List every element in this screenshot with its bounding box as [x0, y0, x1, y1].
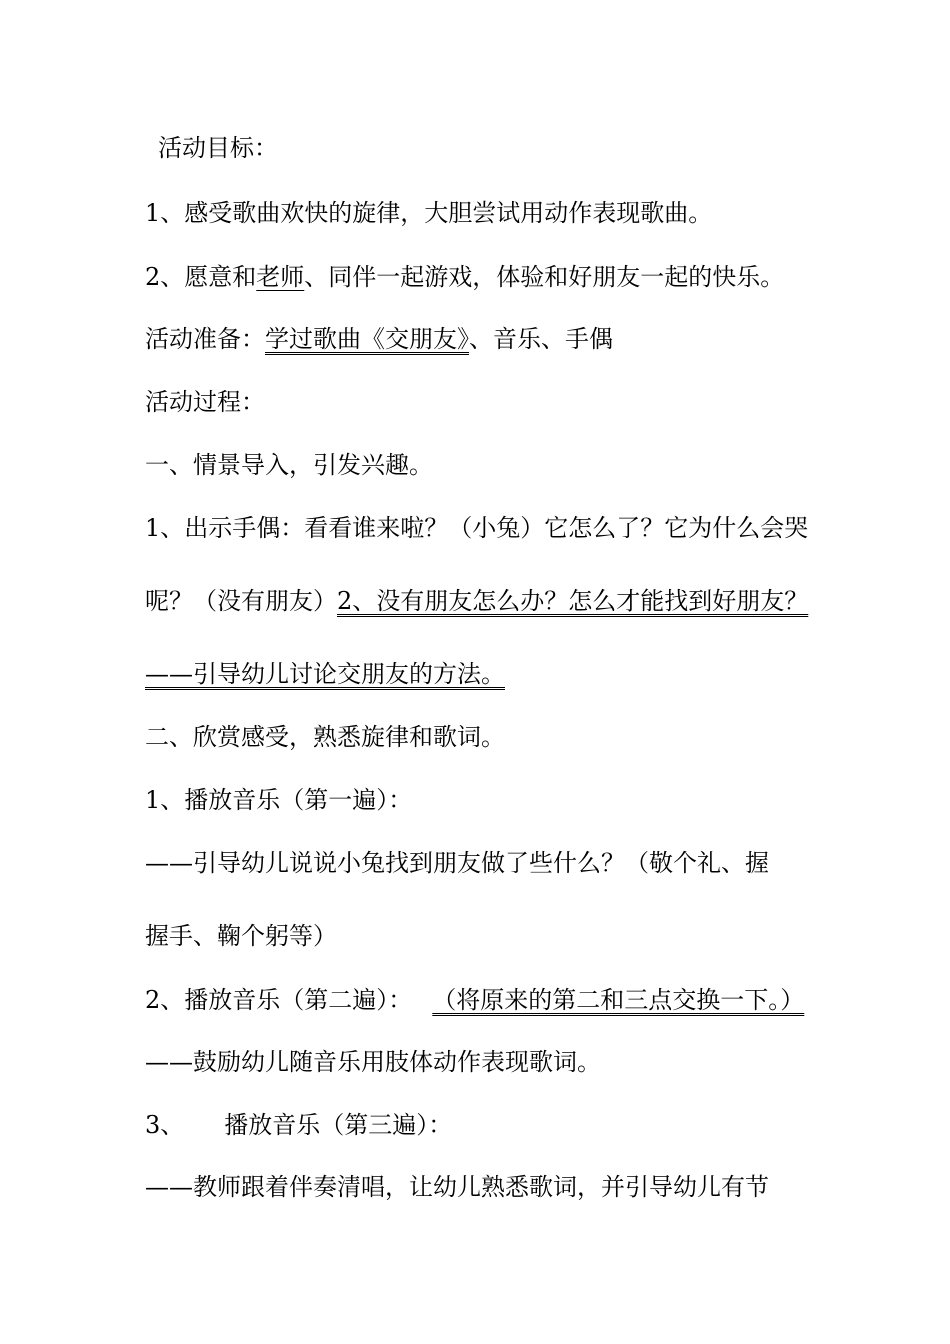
text: 二、欣赏感受，熟悉旋律和歌词。: [145, 723, 505, 751]
text: ——引导幼儿说说小兔找到朋友做了些什么？（敬个礼、握: [145, 849, 769, 877]
section-2-item-2: [145, 985, 804, 1015]
section-2-item-3: [145, 1110, 452, 1140]
text: 、同伴一起游戏，体验和好朋友一起的快乐。: [304, 263, 785, 291]
text: 3、: [145, 1111, 185, 1139]
section-1-item-1-cont: [145, 586, 808, 616]
underlined-text: 老师: [256, 263, 305, 291]
text: 1、出示手偶：看看谁来啦？（小兔）它怎么了？它为什么会哭: [145, 514, 809, 542]
section-1-guidance: [145, 659, 505, 689]
text: 握手、鞠个躬等）: [145, 922, 337, 950]
text: 活动过程：: [145, 388, 265, 416]
double-underlined-text: （将原来的第二和三点交换一下。）: [432, 986, 805, 1014]
goal-item-1: [145, 198, 712, 228]
double-underlined-text: 2、没有朋友怎么办？怎么才能找到好朋友？: [337, 587, 809, 615]
double-underlined-text: ——引导幼儿讨论交朋友的方法。: [145, 660, 505, 688]
text: 、音乐、手偶: [469, 325, 613, 353]
text: 2、愿意和: [145, 263, 257, 291]
text: ——教师跟着伴奏清唱，让幼儿熟悉歌词，并引导幼儿有节: [145, 1173, 769, 1201]
section-2-item-2-guidance: [145, 1047, 601, 1077]
section-2-item-1: [145, 785, 412, 815]
text: 1、感受歌曲欢快的旋律，大胆尝试用动作表现歌曲。: [145, 199, 713, 227]
text: 一、情景导入，引发兴趣。: [145, 451, 433, 479]
section-1-item-1: [145, 513, 808, 543]
section-2-item-1-guidance-cont: [145, 921, 337, 951]
section-2-item-1-guidance: [145, 848, 769, 878]
text: 呢？（没有朋友）: [145, 587, 337, 615]
section-2-item-3-guidance: [145, 1172, 769, 1202]
activity-preparation: [145, 324, 613, 354]
text: 活动准备：: [145, 325, 265, 353]
section-2-title: [145, 722, 505, 752]
text: 活动目标：: [158, 134, 278, 162]
heading-activity-process: [145, 387, 265, 417]
goal-item-2: [145, 262, 784, 292]
heading-activity-goals: [158, 133, 278, 163]
text: ——鼓励幼儿随音乐用肢体动作表现歌词。: [145, 1048, 601, 1076]
text: 播放音乐（第三遍）：: [224, 1111, 453, 1139]
double-underlined-text: 学过歌曲《交朋友》: [265, 325, 469, 353]
section-1-title: [145, 450, 433, 480]
text: 1、播放音乐（第一遍）：: [145, 786, 413, 814]
text: 2、播放音乐（第二遍）：: [145, 986, 413, 1014]
